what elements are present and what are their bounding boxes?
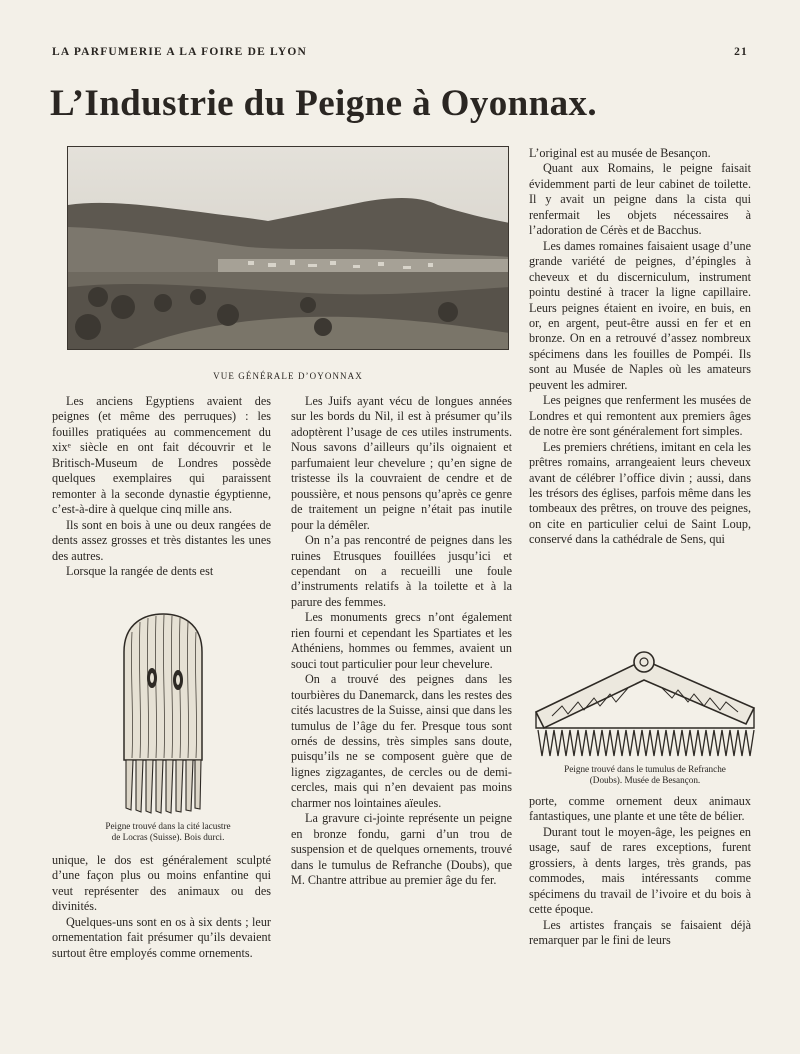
photo-caption: VUE GÉNÉRALE D’OYONNAX [213, 371, 363, 381]
paragraph: L’original est au musée de Besançon. [529, 146, 711, 160]
bronze-comb-illustration [532, 646, 758, 767]
caption-line: de Locras (Suisse). Bois durci. [111, 832, 225, 842]
running-header [52, 46, 748, 58]
caption-line: (Doubs). Musée de Besançon. [589, 775, 701, 785]
paragraph: Les dames romaines faisaient usage d’une grande variété de peignes, d’épingles à cheveux et du discerniculum, instrument pointu destiné à tracer la ligne capillaire. Leurs peignes étaient en ivoire, en buis, en or, en argent, peut-être aussi en fer et en bronze. On en a retrouvé d’assez nombreux spécimens dans les fouilles de Pompéi. Ils sont au Musée de Naples où les amateurs peuvent les admirer. [529, 238, 751, 392]
paragraph: La gravure ci-jointe représente un peigne en bronze fondu, garni d’un trou de suspension et de quelques ornements, trouvé dans le tumulus de Refranche (Doubs), que M. Chantre attribue au premier âge du fer. [291, 811, 512, 888]
wooden-comb-illustration [116, 612, 210, 821]
oyonnax-photo [67, 146, 509, 350]
article-title: L’Industrie du Peigne à Oyonnax. [50, 83, 598, 124]
caption-line: Peigne trouvé dans la cité lacustre [105, 821, 231, 831]
column-3-top [529, 146, 751, 548]
caption-line: Peigne trouvé dans le tumulus de Refranche [564, 764, 726, 774]
paragraph: Les monuments grecs n’ont également rien fourni et cependant les Spartiates et les Athéniens, hommes ou femmes, avaient un souci tout particulier pour leur chevelure. [291, 610, 512, 671]
wooden-comb-caption [70, 821, 266, 843]
column-2 [291, 394, 512, 889]
paragraph: On a trouvé des peignes dans les tourbières du Danemarck, dans les restes des cités lacustres de la Suisse, ainsi que dans les tumulus de l’âge du fer. Presque tous sont ornés de dessins, très simples sans doute, puisqu’ils ne se composent guère que de lignes zigzagantes, de cercles ou de demi-cercles, mais qui n’en devaient pas moins charmer nos lointaines aïeules. [291, 672, 512, 810]
paragraph: Ils sont en bois à une ou deux rangées de dents assez grosses et très distantes les unes des autres. [52, 517, 271, 563]
running-title: LA PARFUMERIE A LA FOIRE DE LYON [52, 46, 308, 58]
paragraph: Les peignes que renferment les musées de Londres et qui remontent aux premiers âges de notre ère sont généralement fort simples. [529, 393, 751, 439]
paragraph: Lorsque la rangée de dents est [66, 563, 214, 578]
paragraph: Les artistes français se faisaient déjà remarquer par le fini de leurs [529, 917, 751, 948]
column-3-bottom [529, 794, 751, 949]
paragraph: Les anciens Egyptiens avaient des peignes (et même des perruques) : les fouilles pratiquées au commencement du xixᵉ siècle en ont fait découvrir et le Britisch-Museum de Londres possède quelques exemplaires qui paraissent remonter à la seconde dynastie égyptienne, c’est-à-dire à quelque cinq mille ans. [52, 394, 271, 517]
paragraph: Les Juifs ayant vécu de longues années sur les bords du Nil, il est à présumer qu’ils adoptèrent l’usage de ces utiles instruments. Nous savons d’ailleurs qu’ils oignaient et parfumaient leur chevelure ; qu’en signe de tristesse ils la couvraient de cendre et de poussière, et nous pensons qu’après ce genre de traitement un peigne n’était pas inutile pour la démêler. [291, 394, 512, 532]
bronze-comb-caption [532, 764, 758, 786]
paragraph: Quant aux Romains, le peigne faisait évidemment parti de leur cabinet de toilette. Il y avait un peigne dans la cista qui renfermait les objets nécessaires à l’adoration de Cérès et de Bacchus. [529, 161, 751, 238]
paragraph: Quelques-uns sont en os à six dents ; leur ornementation fait présumer qu’ils devaient surtout être employés comme ornements. [52, 914, 271, 960]
column-1-top [52, 394, 271, 579]
paragraph: porte, comme ornement deux animaux fantastiques, une plante et une tête de bélier. [529, 794, 751, 824]
paragraph: Durant tout le moyen-âge, les peignes en usage, sauf de rares exceptions, furent grossiers, à dents larges, très grands, pas commodes, mais intéressants comme spécimens du travail de l’ivoire et du bois à cette époque. [529, 824, 751, 917]
column-1-bottom [52, 853, 271, 961]
page-number: 21 [734, 46, 748, 58]
paragraph: unique, le dos est généralement sculpté d’une façon plus ou moins enfantine qui veut représenter des animaux ou des divinités. [52, 853, 271, 914]
paragraph: Les premiers chrétiens, imitant en cela les prêtres romains, arrangeaient leurs cheveux avant de célébrer l’office divin ; aussi, dans les trésors des églises, parfois même dans les tombeaux des prêtres, on trouve des peignes, on cite en particulier celui de Saint Loup, conservé dans la cathédrale de Sens, qui [529, 439, 751, 547]
paragraph: On n’a pas rencontré de peignes dans les ruines Etrusques fouillées jusqu’ici et cependant on a recueilli une foule d’instruments relatifs à la toilette et à la parure des femmes. [291, 533, 512, 609]
